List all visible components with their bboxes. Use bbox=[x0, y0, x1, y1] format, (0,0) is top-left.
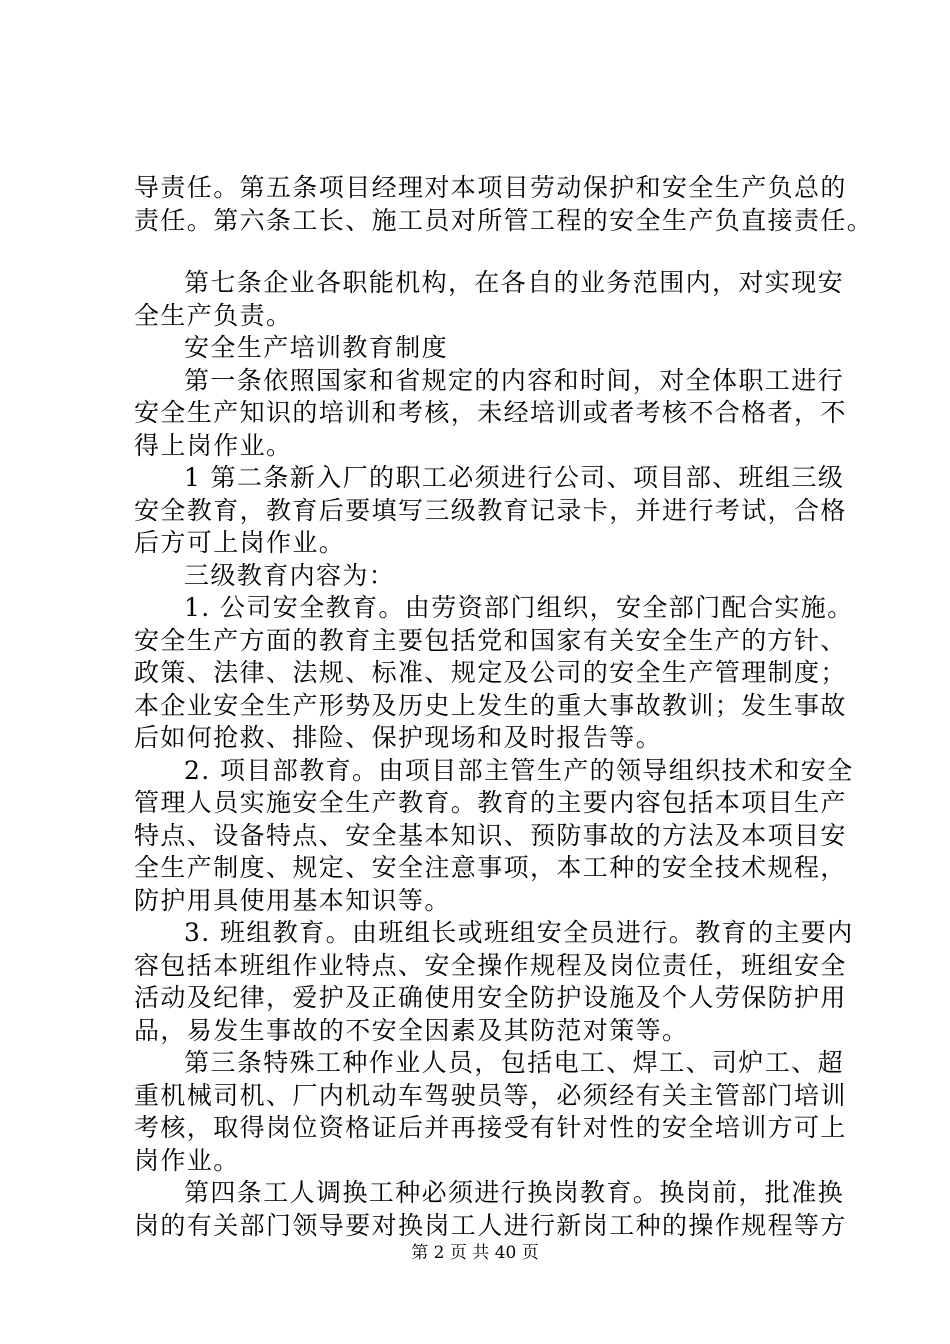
text-line: 考核，取得岗位资格证后并再接受有针对性的安全培训方可上 bbox=[134, 1113, 847, 1142]
text-line: 安全教育，教育后要填写三级教育记录卡，并进行考试，合格 bbox=[134, 495, 847, 525]
text-line: 岗的有关部门领导要对换岗工人进行新岗工种的操作规程等方 bbox=[134, 1210, 847, 1240]
page-number-footer: 第 2 页 共 40 页 bbox=[411, 1243, 539, 1263]
text-line: 第七条企业各职能机构，在各自的业务范围内，对实现安 bbox=[184, 268, 845, 297]
text-line: 特点、设备特点、安全基本知识、预防事故的方法及本项目安 bbox=[134, 820, 847, 850]
text-line: 后如何抢救、排险、保护现场和及时报告等。 bbox=[134, 723, 663, 752]
text-line: 3. 班组教育。由班组长或班组安全员进行。教育的主要内 bbox=[184, 918, 854, 947]
text-line: 活动及纪律，爱护及正确使用安全防护设施及个人劳保防护用 bbox=[134, 983, 847, 1012]
text-line: 三级教育内容为： bbox=[184, 560, 396, 590]
text-line: 第三条特殊工种作业人员，包括电工、焊工、司炉工、超 bbox=[184, 1048, 845, 1077]
text-line: 品，易发生事故的不安全因素及其防范对策等。 bbox=[134, 1015, 689, 1045]
section-heading: 安全生产培训教育制度 bbox=[184, 333, 449, 362]
text-line: 防护用具使用基本知识等。 bbox=[134, 885, 451, 915]
text-line: 第四条工人调换工种必须进行换岗教育。换岗前，批准换 bbox=[184, 1178, 845, 1207]
text-line: 重机械司机、厂内机动车驾驶员等，必须经有关主管部门培训 bbox=[134, 1080, 847, 1110]
text-line: 得上岗作业。 bbox=[134, 430, 293, 460]
text-line: 安全生产方面的教育主要包括党和国家有关安全生产的方针、 bbox=[134, 625, 847, 655]
text-line: 岗作业。 bbox=[134, 1145, 240, 1175]
text-line: 全生产负责。 bbox=[134, 300, 293, 330]
text-line: 管理人员实施安全生产教育。教育的主要内容包括本项目生产 bbox=[134, 788, 847, 817]
text-line: 责任。第六条工长、施工员对所管工程的安全生产负直接责任。 bbox=[134, 205, 874, 235]
text-line: 安全生产知识的培训和考核，未经培训或者考核不合格者，不 bbox=[134, 398, 847, 427]
document-body bbox=[134, 172, 874, 1242]
text-line: 后方可上岗作业。 bbox=[134, 528, 346, 557]
text-line: 容包括本班组作业特点、安全操作规程及岗位责任，班组安全 bbox=[134, 950, 847, 980]
text-line: 全生产制度、规定、安全注意事项，本工种的安全技术规程， bbox=[134, 853, 847, 882]
text-line: 本企业安全生产形势及历史上发生的重大事故教训；发生事故 bbox=[134, 690, 847, 720]
text-line: 2. 项目部教育。由项目部主管生产的领导组织技术和安全 bbox=[184, 755, 854, 785]
text-line: 1 第二条新入厂的职工必须进行公司、项目部、班组三级 bbox=[184, 463, 845, 492]
text-line: 第一条依照国家和省规定的内容和时间，对全体职工进行 bbox=[184, 365, 845, 395]
text-line: 1. 公司安全教育。由劳资部门组织，安全部门配合实施。 bbox=[184, 593, 854, 622]
text-line: 政策、法律、法规、标准、规定及公司的安全生产管理制度； bbox=[134, 658, 847, 687]
paragraph-gap bbox=[134, 237, 834, 267]
text-line: 导责任。第五条项目经理对本项目劳动保护和安全生产负总的 bbox=[134, 173, 847, 202]
